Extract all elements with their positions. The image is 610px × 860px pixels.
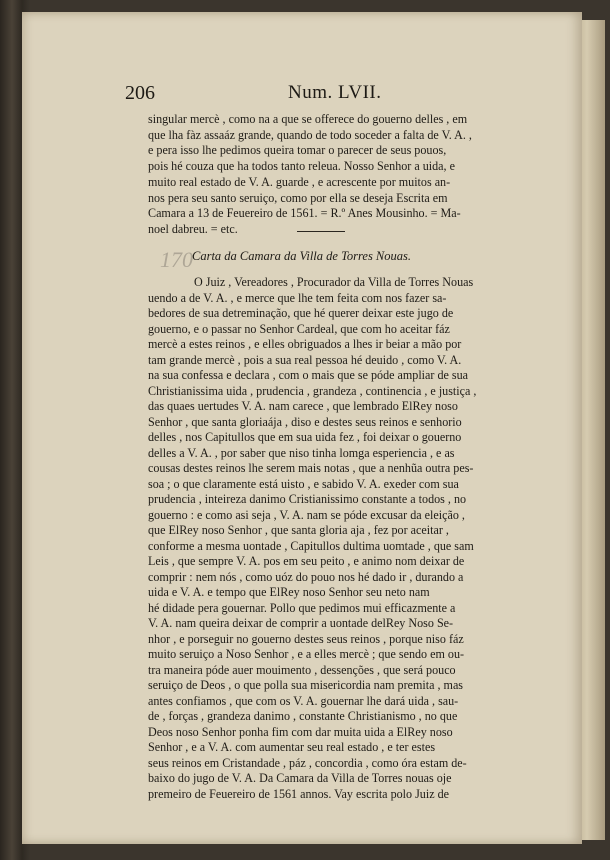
text-line: soa ; o que claramente está uisto , e sabido V. A. exeder com sua xyxy=(148,476,459,491)
text-line: Leis , que sempre V. A. pos em seu peito , e animo nom deixar de xyxy=(148,554,465,568)
text-line: V. A. nam queira deixar de comprir a uontade delRey Noso Se- xyxy=(148,616,454,630)
text-line: bedores de sua detreminação, que hé querer deixar este jugo de xyxy=(148,306,454,320)
text-line: premeiro de Feuereiro de 1561 annos. Vay escrita polo Juiz de xyxy=(148,786,450,801)
text-line: que ElRey noso Senhor , que santa gloria aja , fez por aceitar , xyxy=(148,523,449,537)
text-line: singular mercè , como na a que se offerece do gouerno delles , em xyxy=(148,112,468,126)
text-line: tam grande mercè , pois a sua real pessoa hé deuido , como V. A. xyxy=(148,352,462,367)
text-line: que lha fàz assaáz grande, quando de todo soceder a falta de V. A. , xyxy=(148,127,472,142)
paragraph-1 xyxy=(148,112,512,238)
text-line: mercè a estes reinos , e elles obriguados a lhes ir beiar a mão por xyxy=(148,337,462,351)
text-line: cousas destes reinos lhe serem mais notas , que a nenhũa outra pes- xyxy=(148,461,474,475)
text-line: Christianissima uida , prudencia , grandeza , continencia , e justiça , xyxy=(148,383,477,398)
text-line: tra maneira póde auer mouimento , dessenções , que será pouco xyxy=(148,662,456,677)
section-title: Carta da Camara da Villa de Torres Nouas. xyxy=(192,249,412,263)
text-line: baixo do jugo de V. A. Da Camara da Villa de Torres nouas oje xyxy=(148,771,452,785)
text-line: uida e V. A. e tempo que ElRey noso Senhor seu neto nam xyxy=(148,585,430,599)
text-line: nhor , e porseguir no gouerno destes seus reinos , porque niso fáz xyxy=(148,631,464,646)
text-line: pois hé couza que ha todos tanto releua. Nosso Senhor a uida, e xyxy=(148,159,455,174)
paragraph-2 xyxy=(148,275,512,802)
running-title: Num. LVII. xyxy=(288,82,382,103)
text-line: prudencia , inteireza danimo Cristianissimo constante a todos , no xyxy=(148,492,467,506)
text-line: O Juiz , Vereadores , Procurador da Villa de Torres Nouas xyxy=(194,275,474,289)
text-line: muito real estado de V. A. guarde , e acrescente por muitos an- xyxy=(148,174,451,189)
text-line: gouerno, e o passar no Senhor Cardeal, que com ho aceitar fáz xyxy=(148,321,450,336)
text-line: antes confiamos , que com os V. A. gouernar lhe dará uida , sau- xyxy=(148,693,459,708)
text-line: das quaes uertudes V. A. nam carece , que lembrado ElRey noso xyxy=(148,399,458,413)
text-line: Senhor , que santa gloriaája , diso e destes seus reinos e senhorio xyxy=(148,414,462,429)
text-line: nos pera seu santo seruiço, como por ella se deseja Escrita em xyxy=(148,190,448,205)
text-line: conforme a mesma uontade , Capitullos dultima uomtade , que sam xyxy=(148,538,474,553)
text-line: delles a V. A. , por saber que niso tinha lomga esperiencia , e as xyxy=(148,445,455,460)
text-line: Senhor , e a V. A. com aumentar seu real estado , e ter estes xyxy=(148,740,436,754)
text-line: muito seruiço a Noso Senhor , e a elles mercè ; que sendo em ou- xyxy=(148,647,465,661)
text-line: noel dabreu. = etc. xyxy=(148,221,238,236)
text-line: na sua confessa e declara , com o mais que se póde ampliar de sua xyxy=(148,368,469,382)
text-line: hé didade pera gouernar. Pollo que pedimos mui efficazmente a xyxy=(148,600,456,615)
page-header xyxy=(125,82,525,108)
page-number: 206 xyxy=(125,82,155,104)
text-line: comprir : nem nós , como uóz do pouo nos hé dado ir , durando a xyxy=(148,569,464,584)
text-line: delles , nos Capitullos que em sua uida fez , foi deixar o gouerno xyxy=(148,430,462,444)
text-line: de , forças , grandeza danimo , constante Christianismo , no que xyxy=(148,709,458,723)
section-divider xyxy=(297,231,345,232)
text-line: Camara a 13 de Feuereiro de 1561. = R.º Anes Mousinho. = Ma- xyxy=(148,206,461,221)
handwritten-marginal-note: 170 xyxy=(160,247,193,272)
text-line: e pera isso lhe pedimos queira tomar o parecer de seus pouos, xyxy=(148,143,447,158)
text-line: seruiço de Deos , o que polla sua misericordia nam premita , mas xyxy=(148,678,464,692)
text-line: Deos noso Senhor ponha fim com dar muita uida a ElRey noso xyxy=(148,724,453,739)
text-line: uendo a de V. A. , e merce que lhe tem feita com nos fazer sa- xyxy=(148,290,447,305)
text-line: gouerno : e como asi seja , V. A. nam se póde excusar da eleição , xyxy=(148,507,465,522)
text-line: seus reinos em Cristandade , páz , concordia , como óra estam de- xyxy=(148,755,467,770)
